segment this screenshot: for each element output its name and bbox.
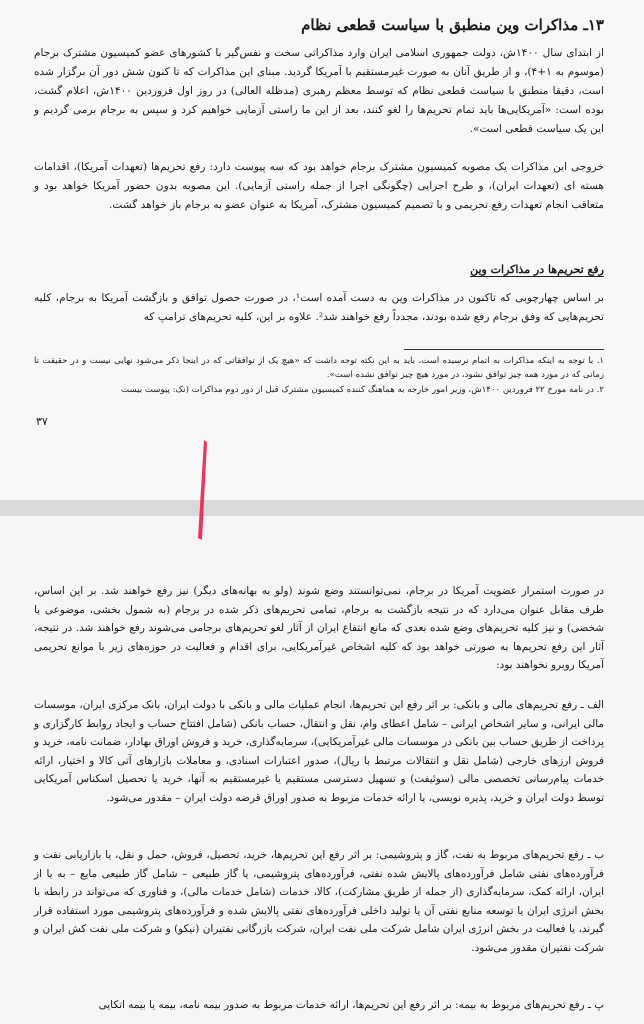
bottom-paragraph-1: در صورت استمرار عضویت آمریکا در برجام، نمی‌توانستند وضع شوند (ولو به بهانه‌های دیگر) نیز رفع خواهند شد. بر این اساس، طرف مقابل عنوان می‌دارد که در نتیجه بازگشت به برجام، تمامی تحریم‌های ذکر شده در برجام (به شمول بخشی، موضوعی یا شخصی) و نیز کلیه تحریم‌های وضع شده بعدی که مانع انتفاع ایران از آثار لغو تحریم‌های برجامی می‌شوند رفع خواهند شد. در نتیجه، آثار این رفع تحریم‌ها به صورتی خواهد بود که کلیه اشخاص غیرآمریکایی، برای اقدام و فعالیت در حوزه‌های زیر با موانع تحریمی آمریکا روبرو نخواهند بود:	[34, 585, 604, 672]
page-number: ۳۷	[36, 415, 48, 428]
paragraph-3: بر اساس چهارچوبی که تاکنون در مذاکرات وین به دست آمده است¹، در صورت حصول توافق و بازگشت آمریکا به برجام، کلیه تحریم‌هایی که وفق برجام رفع شده بودند، مجدداً رفع خواهند شد². علاوه بر این، کلیه تحریم‌های ترامپ که	[34, 292, 604, 323]
paragraph-1: از ابتدای سال ۱۴۰۰ش، دولت جمهوری اسلامی ایران وارد مذاکراتی سخت و نفس‌گیر با کشورهای عضو کمیسیون مشترک برجام (موسوم به ۱+۴)، و از طریق آنان به صورت غیرمستقیم با آمریکا گردید. مبنای این مذاکرات که تا کنون شش دور آن برگزار شده است، دقیقا منطبق با سیاست قطعی نظام که توسط معظم رهبری (مدظله العالی) در روز اول فروردین ۱۴۰۰ش، اعلام گشت، بوده است: «آمریکایی‌ها باید تمام تحریم‌ها را لغو کنند، بعد از این ما راستی آزمایی خواهیم کرد و سپس به برجام برمی گردیم و این یک سیاست قطعی است».	[34, 47, 605, 135]
bottom-paragraph-3: ب ـ رفع تحریم‌های مربوط به نفت، گاز و پتروشیمی: بر اثر رفع این تحریم‌ها، خرید، تحصیل، فروش، حمل و نقل، یا بازاریابی نفت و فرآورده‌های نفتی شامل فرآورده‌های پالایش شده نفتی، فرآورده‌های پتروشیمی، یا گاز طبیعی – شامل گاز طبیعی مایع – به یا از ایران، ارائه کمک، سرمایه‌گذاری (از جمله از طریق مشارکت)، کالا، خدمات (شامل خدمات مالی)، و فناوری که می‌تواند در رابطه با بخش انرژی ایران یا توسعه منابع نفتی آن یا تولید داخلی فرآورده‌های نفتی پالایش شده و فرآورده‌های پتروشیمی مورد استفاده قرار گیرند، یا فعالیت در بخش انرژی ایران شامل شرکت ملی نفت ایران، شرکت بازرگانی نفتیران (نیکو) و شرکت ملی نفت کش ایران و شرکت نفتیران مقدور می‌شود.	[34, 849, 604, 954]
footnote-2: ۲. در نامه مورخ ۲۲ فروردین ۱۴۰۰ش، وزیر امور خارجه به هماهنگ کننده کمیسیون مشترک قبل از دور دوم مذاکرات (نک: پیوست بیست	[121, 385, 604, 395]
bottom-page	[0, 516, 644, 1024]
bottom-paragraph-4: پ ـ رفع تحریم‌های مربوط به بیمه: بر اثر رفع این تحریم‌ها، ارائه خدمات مربوط به صدور بیمه نامه، بیمه یا بیمه اتکایی	[98, 999, 604, 1011]
section-title: ۱۳ـ مذاکرات وین منطبق با سیاست قطعی نظام	[301, 16, 604, 34]
paragraph-2: خروجی این مذاکرات یک مصوبه کمیسیون مشترک برجام خواهد بود که سه پیوست دارد: رفع تحریم‌ها (تعهدات آمریکا)، اقدامات هسته ای (تعهدات ایران)، و طرح اجرایی (چگونگی اجرا از جمله راستی آزمایی). این مصوبه بدون حضور آمریکا خواهد بود و متعاقب انجام تعهدات رفع تحریمی و با تصمیم کمیسیون مشترک، آمریکا به عنوان عضو به برجام باز خواهد گشت.	[34, 161, 604, 211]
footnote-1: ۱. با توجه به اینکه مذاکرات به اتمام نرسیده است، باید به این نکته توجه داشت که «هیچ یک از توافقاتی که در اینجا ذکر می‌شود نهایی نیست و در حقیقت تا زمانی که در مورد همه چیز توافق نشود، در مورد هیچ چیز توافق نشده است».	[34, 356, 604, 380]
subheading	[34, 260, 604, 279]
subheading-text: رفع تحریم‌ها در مذاکرات وین	[470, 263, 604, 276]
bottom-paragraph-2: الف ـ رفع تحریم‌های مالی و بانکی: بر اثر رفع این تحریم‌ها، انجام عملیات مالی و بانکی با دولت ایران، بانک مرکزی ایران، موسسات مالی ایرانی، و سایر اشخاص ایرانی – شامل اعطای وام، نقل و انتقال، حساب بانکی (شامل افتتاح حساب و ایجاد روابط کارگزاری و پرداخت از طریق حساب بین بانکی در موسسات مالی غیرآمریکایی)، سرمایه‌گذاری، خرید و فروش اوراق بهادار، ضمانت نامه، خرید و فروش ارزهای خارجی (شامل نقل و انتقالات مرتبط با ریال)، صدور اعتبارات اسنادی، و معاملات بازارهای آتی کالا و اختیار، ارائه خدمات پیام‌رسانی تخصصی مالی (سوئیفت) و تسهیل دسترسی مستقیم یا غیرمستقیم به آنها، خرید یا تحصیل اسکناس آمریکایی توسط دولت ایران و خرید، پذیره نویسی، یا ارائه خدمات مربوط به صدور اوراق قرضه دولت ایران – مقدور می‌شود.	[34, 699, 604, 804]
footnote-rule	[404, 349, 604, 350]
highlighter-mark-icon	[196, 440, 208, 540]
top-page	[0, 0, 644, 500]
